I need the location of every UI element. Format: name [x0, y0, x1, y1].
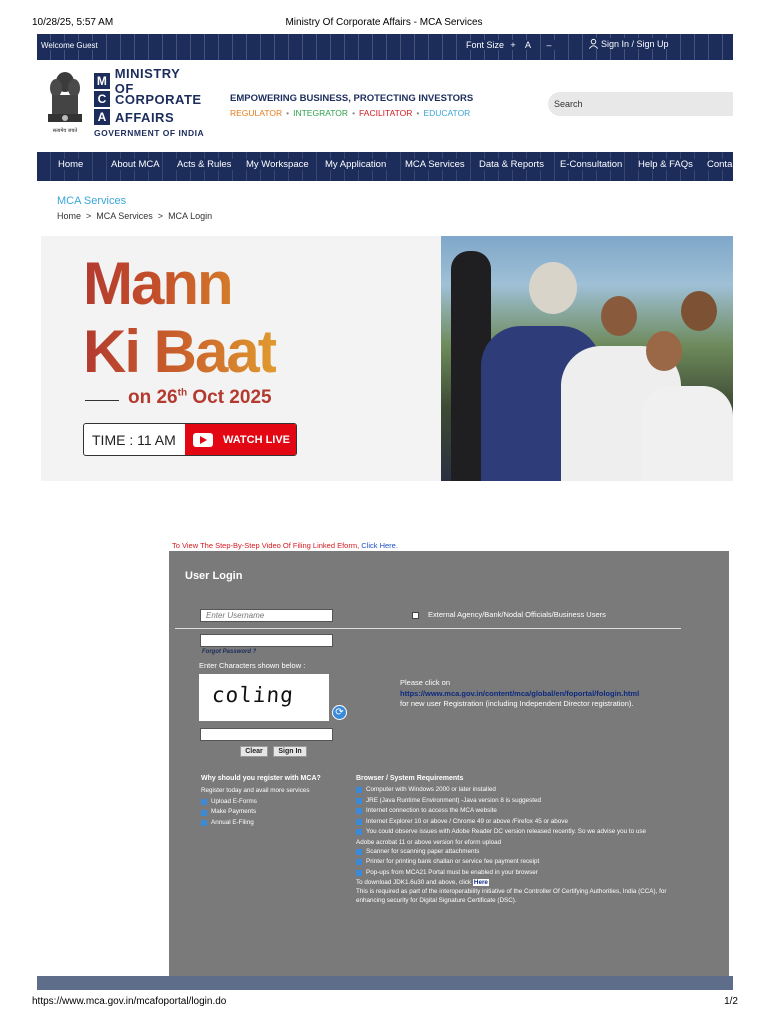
sign-in-label: Sign In / Sign Up — [601, 38, 669, 49]
why-register-section — [201, 775, 341, 828]
mca-letter-m: M — [94, 73, 110, 89]
refresh-captcha-icon[interactable]: ⟳ — [332, 705, 347, 720]
list-item — [356, 796, 686, 807]
banner-date-sup: th — [177, 387, 188, 399]
print-url: https://www.mca.gov.in/mcafoportal/login.do — [32, 996, 227, 1007]
page-title: MCA Services — [57, 195, 127, 207]
nav-item-contact[interactable]: Conta — [707, 159, 733, 170]
bullet-icon — [356, 808, 362, 814]
bullet-icon — [356, 787, 362, 793]
photo-figure — [646, 331, 682, 371]
subtag-integrator: INTEGRATOR — [293, 108, 349, 118]
play-icon — [193, 433, 213, 447]
nav-item-e-consultation[interactable]: E-Consultation — [560, 159, 623, 170]
nav-item-help-faqs[interactable]: Help & FAQs — [638, 159, 693, 170]
bullet-icon — [356, 798, 362, 804]
requirement-text: Internet Explorer 10 or above / Chrome 49 or above /Firefox 45 or above — [366, 817, 568, 825]
photo-figure — [601, 296, 637, 336]
nav-item-my-application[interactable]: My Application — [325, 159, 387, 170]
subtag-separator: • — [352, 108, 356, 118]
print-header — [0, 17, 768, 31]
requirement-text: Scanner for scanning paper attachments — [366, 847, 480, 855]
list-item — [201, 817, 341, 828]
list-item — [356, 785, 686, 796]
username-input[interactable] — [200, 609, 333, 622]
benefit-annual-efiling: Annual E-Filing — [211, 818, 254, 826]
mca-word-corporate: CORPORATE — [115, 91, 202, 107]
captcha-input[interactable] — [200, 728, 333, 741]
why-register-intro: Register today and avail more services — [201, 787, 310, 794]
search-input[interactable] — [548, 92, 733, 116]
photo-figure — [529, 262, 577, 314]
government-of-india: GOVERNMENT OF INDIA — [94, 128, 205, 138]
list-item — [356, 868, 686, 879]
subtag-regulator: REGULATOR — [230, 108, 283, 118]
requirement-text: Printer for printing bank challan or service fee payment receipt — [366, 858, 540, 865]
welcome-text: Welcome Guest — [41, 41, 102, 50]
jdk-download-link[interactable]: Here — [473, 879, 488, 886]
jdk-download — [356, 878, 686, 887]
mca-wordmark — [94, 66, 202, 126]
search-box — [548, 92, 733, 116]
user-icon — [588, 38, 599, 49]
emblem-caption: सत्यमेव जयते — [52, 128, 78, 134]
nav-item-my-workspace[interactable]: My Workspace — [246, 159, 309, 170]
nav-item-data-reports[interactable]: Data & Reports — [479, 159, 544, 170]
mca-word-ministry: MINISTRY OF — [114, 66, 181, 96]
banner-line-1: Mann — [83, 250, 232, 317]
why-register-title: Why should you register with MCA? — [201, 775, 321, 782]
benefit-make-payments: Make Payments — [211, 808, 257, 816]
clear-button[interactable]: Clear — [240, 746, 268, 757]
subtag-educator: EDUCATOR — [423, 108, 471, 118]
divider — [175, 628, 681, 629]
requirement-text: Pop-ups from MCA21 Portal must be enabled in your browser — [366, 868, 538, 876]
list-item — [356, 857, 686, 868]
bullet-icon — [356, 819, 362, 825]
breadcrumb-sep: > — [86, 211, 92, 221]
bullet-icon — [356, 849, 362, 855]
external-agency-label: External Agency/Bank/Nodal Officials/Business Users — [428, 610, 606, 619]
sub-tagline — [230, 108, 470, 118]
print-page-number: 1/2 — [724, 996, 738, 1007]
banner-line-2: Ki Baat — [83, 318, 276, 385]
national-emblem-icon — [42, 68, 88, 136]
tagline: EMPOWERING BUSINESS, PROTECTING INVESTORS — [230, 93, 474, 104]
subtag-facilitator: FACILITATOR — [359, 108, 413, 118]
broadcast-time: TIME : 11 AM — [92, 432, 176, 448]
bullet-icon — [356, 859, 362, 865]
banner-date-prefix: on 26 — [128, 387, 178, 408]
registration-link[interactable]: https://www.mca.gov.in/content/mca/global/en/foportal/fologin.html — [400, 688, 640, 698]
list-item — [356, 817, 686, 828]
breadcrumb-home[interactable]: Home — [57, 211, 82, 221]
bullet-icon — [201, 799, 207, 805]
requirement-text: JRE (Java Runtime Environment) -Java version 8 is suggested — [366, 796, 541, 804]
watch-live-box[interactable] — [83, 423, 297, 456]
top-utility-bar — [37, 34, 733, 60]
video-link-text: To View The Step-By-Step Video Of Filing Linked Eform, — [172, 541, 362, 550]
video-link[interactable]: Click Here. — [361, 541, 398, 550]
list-item — [356, 827, 686, 838]
nav-item-mca-services[interactable]: MCA Services — [405, 159, 465, 170]
font-decrease-button[interactable]: – — [542, 40, 556, 50]
adobe-continuation: Adobe acrobat 11 or above version for eform upload — [356, 838, 502, 846]
sign-in-link[interactable] — [584, 38, 673, 49]
requirements-title: Browser / System Requirements — [356, 775, 464, 782]
photo-figure — [641, 386, 733, 481]
mca-word-affairs: AFFAIRS — [115, 109, 175, 125]
list-item — [201, 796, 341, 807]
requirement-text: Internet connection to access the MCA website — [366, 807, 497, 814]
external-agency-checkbox[interactable] — [412, 612, 419, 619]
login-panel — [169, 551, 729, 976]
subtag-separator: • — [286, 108, 290, 118]
registration-intro: Please click on — [400, 678, 451, 687]
breadcrumb-sep: > — [157, 211, 164, 221]
bullet-icon — [356, 870, 362, 876]
breadcrumb — [57, 211, 212, 221]
banner-date — [128, 387, 272, 409]
captcha-text: coling — [211, 683, 295, 707]
registration-note: for new user Registration (including Independent Director registration). — [400, 699, 634, 708]
mca-letter-a: A — [94, 109, 110, 125]
breadcrumb-mca-login: MCA Login — [168, 211, 213, 221]
registration-info — [400, 678, 720, 710]
list-item — [356, 847, 686, 858]
nav-item-about-mca[interactable]: About MCA — [111, 159, 160, 170]
requirement-text: You could observe issues with Adobe Reader DC version released recently. So we advise you to use — [366, 828, 647, 835]
system-requirements — [356, 775, 686, 905]
banner-date-suffix: Oct 2025 — [187, 387, 272, 408]
main-nav — [37, 152, 733, 181]
nav-item-home[interactable]: Home — [58, 159, 84, 170]
mca-letter-c: C — [94, 91, 110, 107]
cca-note: This is required as part of the interoperability initiative of the Controller Of Certifying Authorities, India (CCA), for enhancing security for Digital Signature Certificate (DSC). — [356, 888, 667, 904]
bullet-icon — [201, 820, 207, 826]
print-datetime: 10/28/25, 5:57 AM — [32, 17, 114, 28]
watch-live-label: WATCH LIVE — [223, 433, 291, 446]
requirement-text: Computer with Windows 2000 or later installed — [366, 786, 496, 793]
footer-strip — [37, 976, 733, 990]
benefit-upload-eforms: Upload E-Forms — [211, 797, 257, 805]
banner-text-panel — [41, 236, 441, 481]
banner-divider — [85, 400, 119, 401]
banner-photo — [441, 236, 733, 481]
font-size-label: Font Size — [463, 40, 507, 50]
captcha-image — [199, 674, 329, 721]
breadcrumb-mca-services[interactable]: MCA Services — [96, 211, 153, 221]
bullet-icon — [356, 829, 362, 835]
sign-in-button[interactable]: Sign In — [273, 746, 307, 757]
nav-item-acts-rules[interactable]: Acts & Rules — [177, 159, 232, 170]
forgot-password-link[interactable]: Forgot Password ? — [202, 649, 257, 655]
photo-figure — [681, 291, 717, 331]
list-item — [356, 806, 686, 817]
subtag-separator: • — [416, 108, 420, 118]
list-item — [201, 807, 341, 818]
mann-ki-baat-banner[interactable] — [41, 236, 733, 481]
bullet-icon — [201, 810, 207, 816]
password-input[interactable] — [200, 634, 333, 647]
watch-live-button[interactable] — [185, 424, 297, 455]
login-title: User Login — [185, 570, 243, 582]
video-link-row — [172, 541, 398, 550]
jdk-text: To download JDK1.6u30 and above, click — [356, 879, 473, 886]
font-reset-button[interactable]: A — [521, 40, 535, 50]
font-increase-button[interactable]: + — [506, 40, 520, 50]
print-page-title: Ministry Of Corporate Affairs - MCA Services — [285, 17, 483, 28]
captcha-instruction: Enter Characters shown below : — [199, 661, 306, 670]
